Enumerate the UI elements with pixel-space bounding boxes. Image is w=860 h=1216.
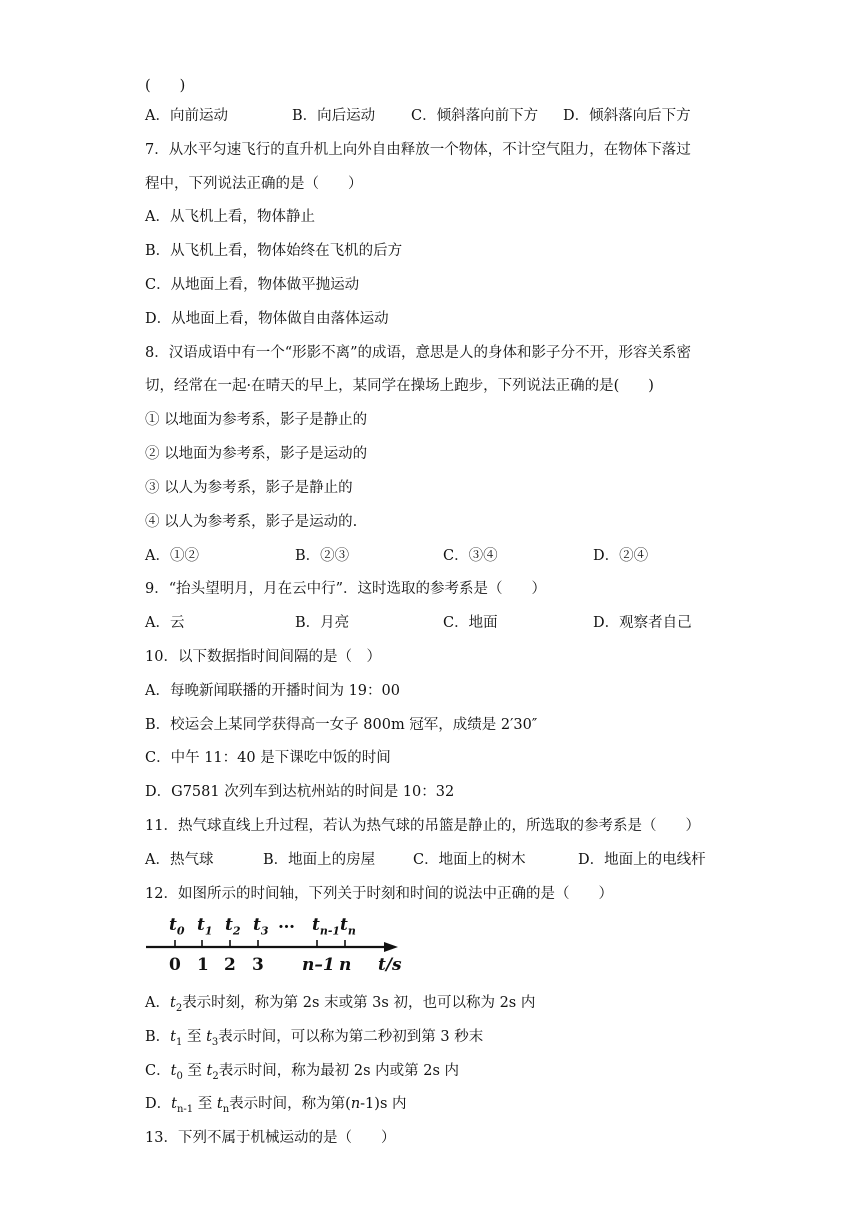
q11-option-a: A．热气球	[145, 852, 214, 868]
q6-bracket: ( )	[145, 78, 186, 94]
q12-stem: 12．如图所示的时间轴，下列关于时刻和时间的说法中正确的是（ ）	[145, 886, 613, 902]
q8-statement-3: ③ 以人为参考系，影子是静止的	[145, 480, 353, 496]
q8-stem-line2: 切，经常在一起·在晴天的早上，某同学在操场上跑步，下列说法正确的是( )	[145, 378, 654, 394]
axis-unit-label: t/s	[378, 955, 402, 975]
axis-label-tn-1: $t_{n-1}$	[312, 915, 341, 938]
q7-stem-line1: 7．从水平匀速飞行的直升机上向外自由释放一个物体，不计空气阻力，在物体下落过	[145, 142, 691, 158]
axis-tick-1: 1	[197, 955, 209, 975]
axis-label-t2: $t_2$	[225, 915, 241, 938]
time-axis-figure	[140, 910, 410, 982]
q11-option-b: B．地面上的房屋	[263, 852, 376, 868]
q9-option-c: C．地面	[443, 615, 498, 631]
q10-option-c: C．中午 11：40 是下课吃中饭的时间	[145, 750, 391, 766]
q6-options	[145, 106, 715, 126]
axis-tick-n-1: n–1	[302, 955, 335, 975]
q12-option-d: D．$t_{n-1}$ 至 $t_n$表示时间，称为第(n-1)s 内	[145, 1096, 407, 1115]
axis-label-t1: $t_1$	[197, 915, 213, 938]
q8-option-b: B．②③	[295, 548, 350, 564]
q11-options	[145, 850, 715, 870]
q11-stem: 11．热气球直线上升过程，若认为热气球的吊篮是静止的，所选取的参考系是（ ）	[145, 818, 700, 834]
q8-option-d: D．②④	[593, 548, 649, 564]
q12-option-c: C．$t_0$ 至 $t_2$表示时间，称为最初 2s 内或第 2s 内	[145, 1063, 460, 1082]
axis-tick-3: 3	[252, 955, 264, 975]
q9-option-a: A．云	[145, 615, 185, 631]
q9-stem: 9．“抬头望明月，月在云中行”．这时选取的参考系是（ ）	[145, 581, 547, 597]
q8-statement-4: ④ 以人为参考系，影子是运动的.	[145, 514, 358, 530]
q7-option-a: A．从飞机上看，物体静止	[145, 209, 315, 225]
q10-option-b: B．校运会上某同学获得高一女子 800m 冠军，成绩是 2′30″	[145, 717, 538, 733]
q9-options	[145, 613, 715, 633]
q7-option-d: D．从地面上看，物体做自由落体运动	[145, 311, 389, 327]
q11-option-d: D．地面上的电线杆	[578, 852, 706, 868]
axis-label-t0: $t_0$	[169, 915, 185, 938]
q12-option-b: B．$t_1$ 至 $t_3$表示时间，可以称为第二秒初到第 3 秒末	[145, 1029, 484, 1048]
axis-tick-0: 0	[169, 955, 181, 975]
axis-tick-n: n	[339, 955, 352, 975]
axis-label-ellipsis: …	[278, 913, 295, 933]
q7-stem-line2: 程中，下列说法正确的是（ ）	[145, 176, 363, 192]
q7-option-c: C．从地面上看，物体做平抛运动	[145, 277, 360, 293]
q8-options	[145, 546, 715, 566]
q10-option-d: D．G7581 次列车到达杭州站的时间是 10：32	[145, 784, 455, 800]
q9-option-b: B．月亮	[295, 615, 350, 631]
q8-option-a: A．①②	[145, 548, 199, 564]
q6-option-b: B．向后运动	[292, 108, 376, 124]
q6-option-d: D．倾斜落向后下方	[563, 108, 691, 124]
q11-option-c: C．地面上的树木	[413, 852, 526, 868]
q6-option-c: C．倾斜落向前下方	[411, 108, 539, 124]
q8-stem-line1: 8．汉语成语中有一个“形影不离”的成语，意思是人的身体和影子分不开，形容关系密	[145, 345, 692, 361]
axis-label-t3: $t_3$	[253, 915, 269, 938]
axis-label-tn: $t_n$	[340, 915, 356, 938]
q8-option-c: C．③④	[443, 548, 498, 564]
q10-option-a: A．每晚新闻联播的开播时间为 19：00	[145, 683, 400, 699]
axis-tick-2: 2	[224, 955, 236, 975]
q8-statement-2: ② 以地面为参考系，影子是运动的	[145, 446, 368, 462]
q9-option-d: D．观察者自己	[593, 615, 692, 631]
q12-option-a: A．$t_2$表示时刻，称为第 2s 末或第 3s 初，也可以称为 2s 内	[145, 995, 536, 1014]
q6-option-a: A．向前运动	[145, 108, 228, 124]
q7-option-b: B．从飞机上看，物体始终在飞机的后方	[145, 243, 403, 259]
q10-stem: 10．以下数据指时间间隔的是（ ）	[145, 649, 381, 665]
q13-stem: 13．下列不属于机械运动的是（ ）	[145, 1130, 396, 1146]
q8-statement-1: ① 以地面为参考系，影子是静止的	[145, 412, 368, 428]
